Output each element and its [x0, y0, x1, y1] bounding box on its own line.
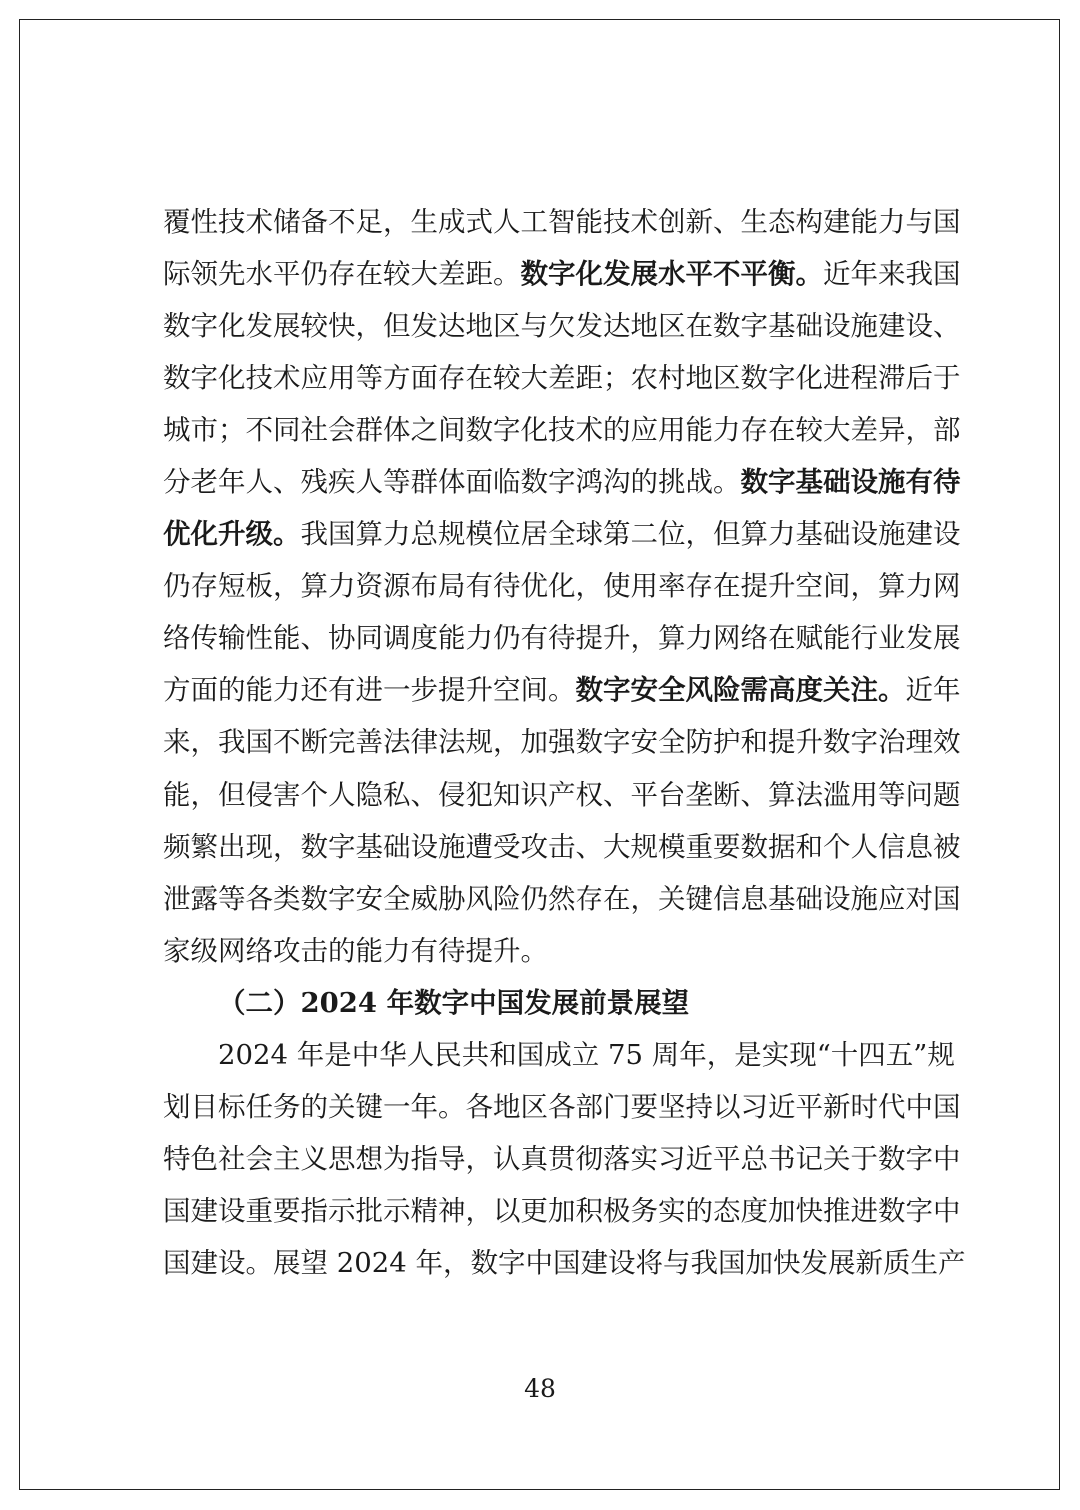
text-line [163, 925, 921, 977]
text-line [163, 612, 961, 664]
text-line [163, 456, 961, 508]
bold-phrase: 数字基础设施有待 [740, 466, 961, 499]
text-run: 近年来我国 [823, 258, 961, 291]
text-line [163, 664, 961, 716]
section-heading: （二）2024 年数字中国发展前景展望 [218, 986, 690, 1019]
text-line: 国建设重要指示批示精神，以更加积极务实的态度加快推进数字中 [163, 1194, 961, 1227]
text-line [163, 769, 961, 821]
paragraph-challenges [163, 196, 961, 977]
text-run: 际领先水平仍存在较大差距。 [163, 258, 521, 291]
text-run: 泄露等各类数字安全威胁风险仍然存在，关键信息基础设施应对国 [163, 882, 961, 915]
paragraph-outlook [163, 1029, 966, 1289]
bold-phrase: 优化升级。 [163, 518, 301, 551]
text-line [163, 300, 961, 352]
page-number: 48 [524, 1374, 556, 1403]
text-line [163, 196, 961, 248]
text-line [163, 248, 961, 300]
text-run: 数字化发展较快，但发达地区与欠发达地区在数字基础设施建设、 [163, 310, 961, 343]
bold-phrase: 数字安全风险需高度关注。 [575, 674, 906, 707]
text-line: 特色社会主义思想为指导，认真贯彻落实习近平总书记关于数字中 [163, 1142, 961, 1175]
text-line: 2024 年是中华人民共和国成立 75 周年，是实现“十四五”规 [218, 1038, 955, 1071]
text-run: 方面的能力还有进一步提升空间。 [163, 674, 576, 707]
text-line [163, 352, 961, 404]
text-line [163, 716, 961, 768]
text-line [163, 821, 961, 873]
text-run: 家级网络攻击的能力有待提升。 [163, 934, 548, 967]
text-run: 分老年人、残疾人等群体面临数字鸿沟的挑战。 [163, 466, 741, 499]
text-run: 频繁出现，数字基础设施遭受攻击、大规模重要数据和个人信息被 [163, 830, 961, 863]
text-line: 国建设。展望 2024 年，数字中国建设将与我国加快发展新质生产 [163, 1246, 966, 1279]
text-run: 仍存短板，算力资源布局有待优化，使用率存在提升空间，算力网 [163, 570, 961, 603]
text-run: 城市；不同社会群体之间数字化技术的应用能力存在较大差异，部 [163, 414, 961, 447]
text-run: 能，但侵害个人隐私、侵犯知识产权、平台垄断、算法滥用等问题 [163, 778, 961, 811]
text-line: 划目标任务的关键一年。各地区各部门要坚持以习近平新时代中国 [163, 1090, 961, 1123]
text-line [163, 404, 961, 456]
body-text [163, 196, 966, 1289]
bold-phrase: 数字化发展水平不平衡。 [520, 258, 823, 291]
text-line [163, 873, 961, 925]
text-run: 数字化技术应用等方面存在较大差距；农村地区数字化进程滞后于 [163, 362, 961, 395]
text-line [163, 508, 961, 560]
text-run: 来，我国不断完善法律法规，加强数字安全防护和提升数字治理效 [163, 726, 961, 759]
text-run: 络传输性能、协同调度能力仍有待提升，算力网络在赋能行业发展 [163, 622, 961, 655]
text-run: 近年 [905, 674, 961, 707]
text-line [163, 560, 961, 612]
text-run: 我国算力总规模位居全球第二位，但算力基础设施建设 [300, 518, 961, 551]
text-run: 覆性技术储备不足，生成式人工智能技术创新、生态构建能力与国 [163, 206, 961, 238]
